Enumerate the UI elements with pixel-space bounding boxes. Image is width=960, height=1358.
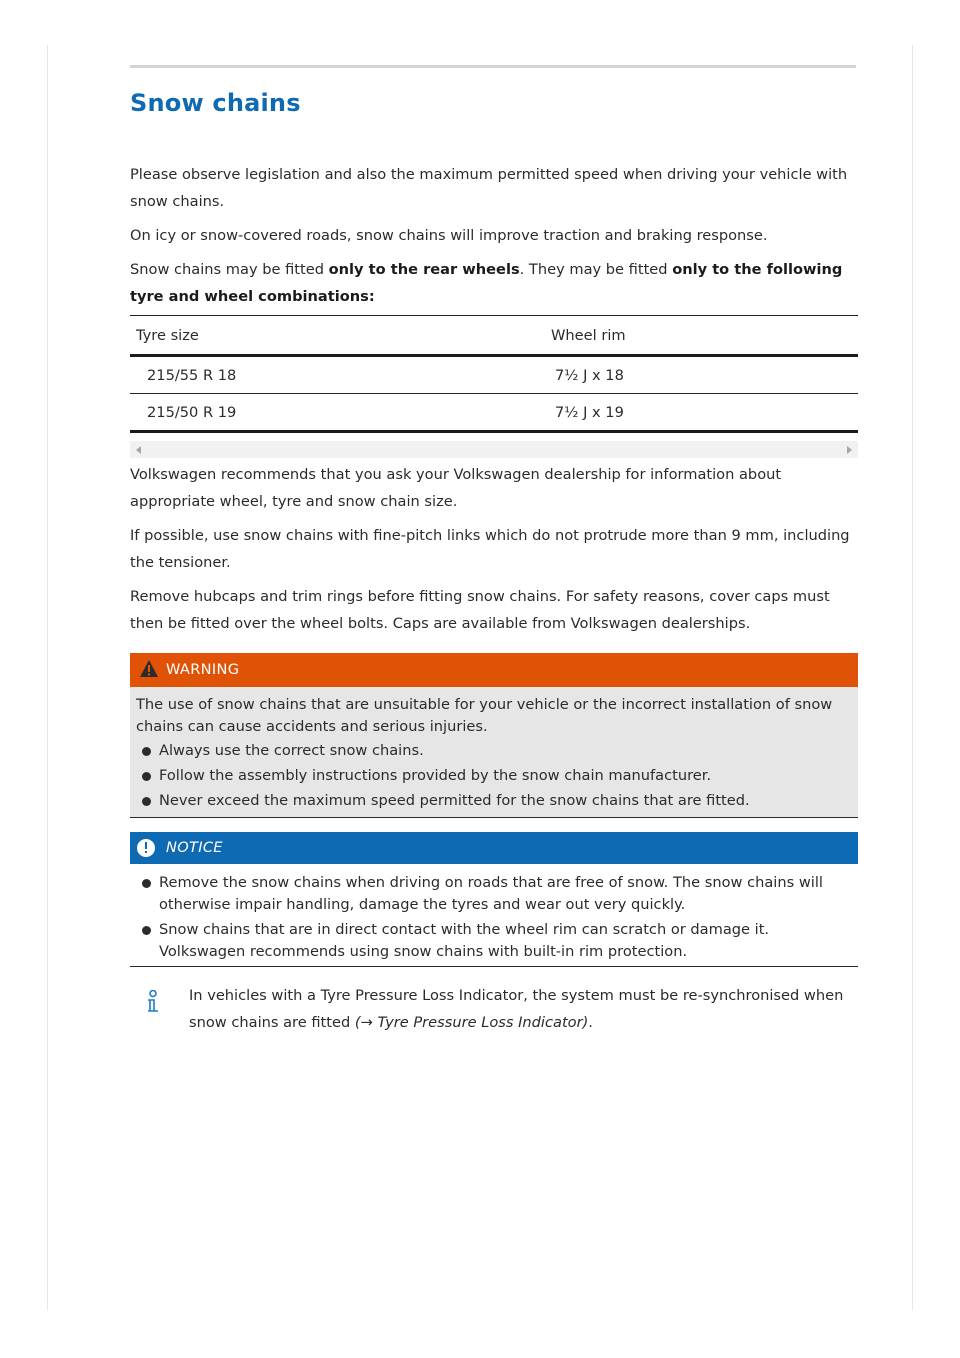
page-border-left: [47, 45, 48, 1310]
page-title: Snow chains: [130, 89, 301, 117]
table-row: [130, 394, 858, 432]
top-divider: [130, 65, 856, 68]
notice-label: NOTICE: [166, 839, 223, 856]
notice-list: [136, 872, 852, 963]
intro-paragraph-3: [130, 256, 856, 310]
column-header-tyre-size: Tyre size: [130, 316, 546, 356]
notice-body: [130, 864, 858, 967]
list-item: Follow the assembly instructions provided by the snow chain manufacturer.: [136, 765, 852, 787]
cell-tyre-size: 215/50 R 19: [130, 394, 546, 432]
warning-text: The use of snow chains that are unsuitable for your vehicle or the incorrect installation of snow chains can cause accidents and serious injuries.: [136, 696, 833, 735]
notice-header: [130, 832, 858, 864]
column-header-wheel-rim: Wheel rim: [546, 316, 858, 356]
exclamation-circle-icon: [137, 839, 155, 857]
warning-list: [136, 740, 852, 815]
warning-triangle-icon: [139, 659, 159, 678]
emphasis-combinations: only to the following tyre and wheel combinations:: [130, 261, 843, 305]
info-end: .: [588, 1014, 593, 1031]
chevron-left-icon[interactable]: [136, 446, 141, 454]
dealer-recommendation-paragraph: Volkswagen recommends that you ask your Volkswagen dealership for information about appropriate wheel, tyre and snow chain size.: [130, 466, 782, 510]
table-header-row: [130, 316, 858, 356]
list-item: Remove the snow chains when driving on roads that are free of snow. The snow chains will otherwise impair handling, damage the tyres and wear out very quickly.: [136, 872, 852, 916]
intro-paragraph-2: On icy or snow-covered roads, snow chains will improve traction and braking response.: [130, 227, 768, 244]
tyre-wheel-table: [130, 315, 858, 433]
page-border-right: [912, 45, 913, 1310]
intro-paragraph-1: Please observe legislation and also the maximum permitted speed when driving your vehicle with snow chains.: [130, 166, 848, 210]
chevron-right-icon[interactable]: [847, 446, 852, 454]
cell-tyre-size: 215/55 R 18: [130, 356, 546, 394]
tyre-pressure-link[interactable]: (→ Tyre Pressure Loss Indicator): [354, 1014, 589, 1031]
emphasis-rear-wheels: only to the rear wheels: [328, 261, 520, 278]
intro-text: Snow chains may be fitted: [130, 261, 329, 278]
warning-label: WARNING: [166, 661, 240, 678]
warning-header: [130, 653, 858, 687]
list-item: Always use the correct snow chains.: [136, 740, 852, 762]
info-sentence: In vehicles with a Tyre Pressure Loss Indicator, the system must be re-synchronised when snow chains are fitted: [189, 987, 844, 1031]
info-icon: [145, 990, 161, 1014]
info-text: [189, 982, 857, 1036]
list-item: Snow chains that are in direct contact with the wheel rim can scratch or damage it. Volkswagen recommends using snow chains with built-in rim protection.: [136, 919, 852, 963]
hubcaps-paragraph: Remove hubcaps and trim rings before fitting snow chains. For safety reasons, cover caps must then be fitted over the wheel bolts. Caps are available from Volkswagen dealerships.: [130, 588, 830, 632]
intro-text: . They may be fitted: [519, 261, 673, 278]
fine-pitch-paragraph: If possible, use snow chains with fine-pitch links which do not protrude more than 9 mm, including the tensioner.: [130, 527, 850, 571]
list-item: Never exceed the maximum speed permitted for the snow chains that are fitted.: [136, 790, 852, 812]
table-row: [130, 356, 858, 394]
warning-body: [130, 687, 858, 818]
cell-wheel-rim: 7½ J x 18: [546, 356, 858, 394]
table-horizontal-scrollbar[interactable]: [130, 441, 858, 458]
cell-wheel-rim: 7½ J x 19: [546, 394, 858, 432]
